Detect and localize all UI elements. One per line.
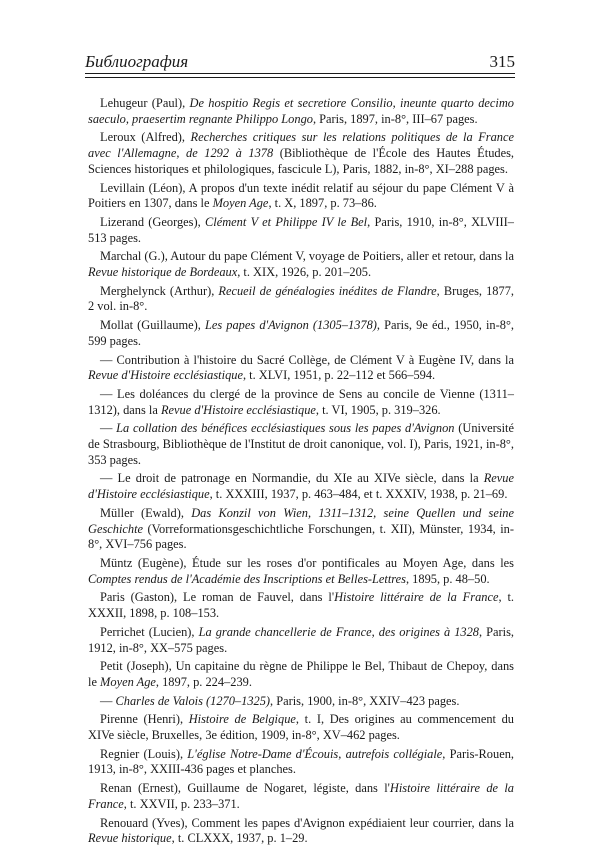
bibliography-entry-marchal: Marchal (G.), Autour du pape Clément V, voyage de Poitiers, aller et retour, dans la Revue historique de Bordeaux, t. XIX, 1926, p. 201–205. (88, 249, 514, 280)
bibliography-entry-renouard: Renouard (Yves), Comment les papes d'Avignon expédiaient leur courrier, dans la Revue historique, t. CLXXX, 1937, p. 1–29. (88, 815, 514, 846)
bibliography-entry-levillain: Levillain (Léon), A propos d'un texte inédit relatif au séjour du pape Clément V à Poitiers en 1307, dans le Moyen Age, t. X, 1897, p. 73–86. (88, 180, 514, 211)
bibliography-entry-lehugeur: Lehugeur (Paul), De hospitio Regis et secretiore Consilio, ineunte quarto decimo saeculo, praesertim regnante Philippo Longo, Paris, 1897, in-8°, III–67 pages. (88, 96, 514, 126)
bibliography-entry-pirenne: Pirenne (Henri), Histoire de Belgique, t. I, Des origines au commencement du XIVe siècle, Bruxelles, 3e édition, 1909, in-8°, XV–462 pages. (88, 712, 514, 743)
bibliography-entry-muntz: Müntz (Eugène), Étude sur les roses d'or pontificales au Moyen Age, dans les Comptes rendus de l'Académie des Inscriptions et Belles-Lettres, 1895, p. 48–50. (88, 555, 514, 586)
bibliography-entry-muller: Müller (Ewald), Das Konzil von Wien, 1311–1312, seine Quellen und seine Geschichte (Vorreformationsgeschichtliche Forschungen, t. XII), Münster, 1934, in-8°, XVI–756 pages. (88, 505, 514, 552)
bibliography-entry-regnier: Regnier (Louis), L'église Notre-Dame d'Écouis, autrefois collégiale, Paris-Rouen, 1913, in-8°, XXIII-436 pages et planches. (88, 746, 514, 777)
bibliography-entry-mollat-2: — Contribution à l'histoire du Sacré Collège, de Clément V à Eugène IV, dans la Revue d'Histoire ecclésiastique, t. XLVI, 1951, p. 22–112 et 566–594. (88, 352, 514, 383)
bibliography-entry-mollat-1: Mollat (Guillaume), Les papes d'Avignon (1305–1378), Paris, 9e éd., 1950, in-8°, 599 pages. (88, 318, 514, 348)
bibliography-entry-renan: Renan (Ernest), Guillaume de Nogaret, légiste, dans l'Histoire littéraire de la France, t. XXVII, p. 233–371. (88, 781, 514, 811)
page-number: 315 (489, 52, 515, 71)
running-title: Библиография (85, 52, 189, 71)
bibliography-entry-mollat-5: — Le droit de patronage en Normandie, du XIe au XIVe siècle, dans la Revue d'Histoire ecclésiastique, t. XXXIII, 1937, p. 463–484, et t. XXXIV, 1938, p. 21–69. (88, 471, 514, 502)
bibliography-list (88, 96, 514, 850)
bibliography-entry-perrichet: Perrichet (Lucien), La grande chancellerie de France, des origines à 1328, Paris, 1912, in-8°, XX–575 pages. (88, 624, 515, 655)
bibliography-entry-mollat-4: — La collation des bénéfices ecclésiastiques sous les papes d'Avignon (Université de Strasbourg, Bibliothèque de l'Institut de droit canonique, vol. I), Paris, 1921, in-8°, 353 pages. (88, 421, 514, 467)
bibliography-entry-mollat-3: — Les doléances du clergé de la province de Sens au concile de Vienne (1311–1312), dans la Revue d'Histoire ecclésiastique, t. VI, 1905, p. 319–326. (88, 386, 514, 417)
bibliography-entry-leroux: Leroux (Alfred), Recherches critiques sur les relations politiques de la France avec l'Allemagne, de 1292 à 1378 (Bibliothèque de l'École des Hautes Études, Sciences historiques et philologiques, fascicule L), Paris, 1882, in-8°, XI–288 pages. (88, 130, 515, 176)
header-rule-thick (85, 73, 515, 74)
header-rule-thin (85, 77, 515, 78)
bibliography-entry-merghelynck: Merghelynck (Arthur), Recueil de généalogies inédites de Flandre, Bruges, 1877, 2 vol. in-8°. (88, 283, 514, 314)
running-header (85, 52, 515, 74)
bibliography-entry-petit-1: Petit (Joseph), Un capitaine du règne de Philippe le Bel, Thibaut de Chepoy, dans le Moyen Age, 1897, p. 224–239. (88, 659, 514, 689)
bibliography-entry-paris: Paris (Gaston), Le roman de Fauvel, dans l'Histoire littéraire de la France, t. XXXII, 1898, p. 108–153. (88, 590, 514, 621)
bibliography-entry-lizerand: Lizerand (Georges), Clément V et Philippe IV le Bel, Paris, 1910, in-8°, XLVIII–513 pages. (88, 214, 514, 245)
bibliography-entry-petit-2: — Charles de Valois (1270–1325), Paris, 1900, in-8°, XXIV–423 pages. (100, 693, 460, 708)
